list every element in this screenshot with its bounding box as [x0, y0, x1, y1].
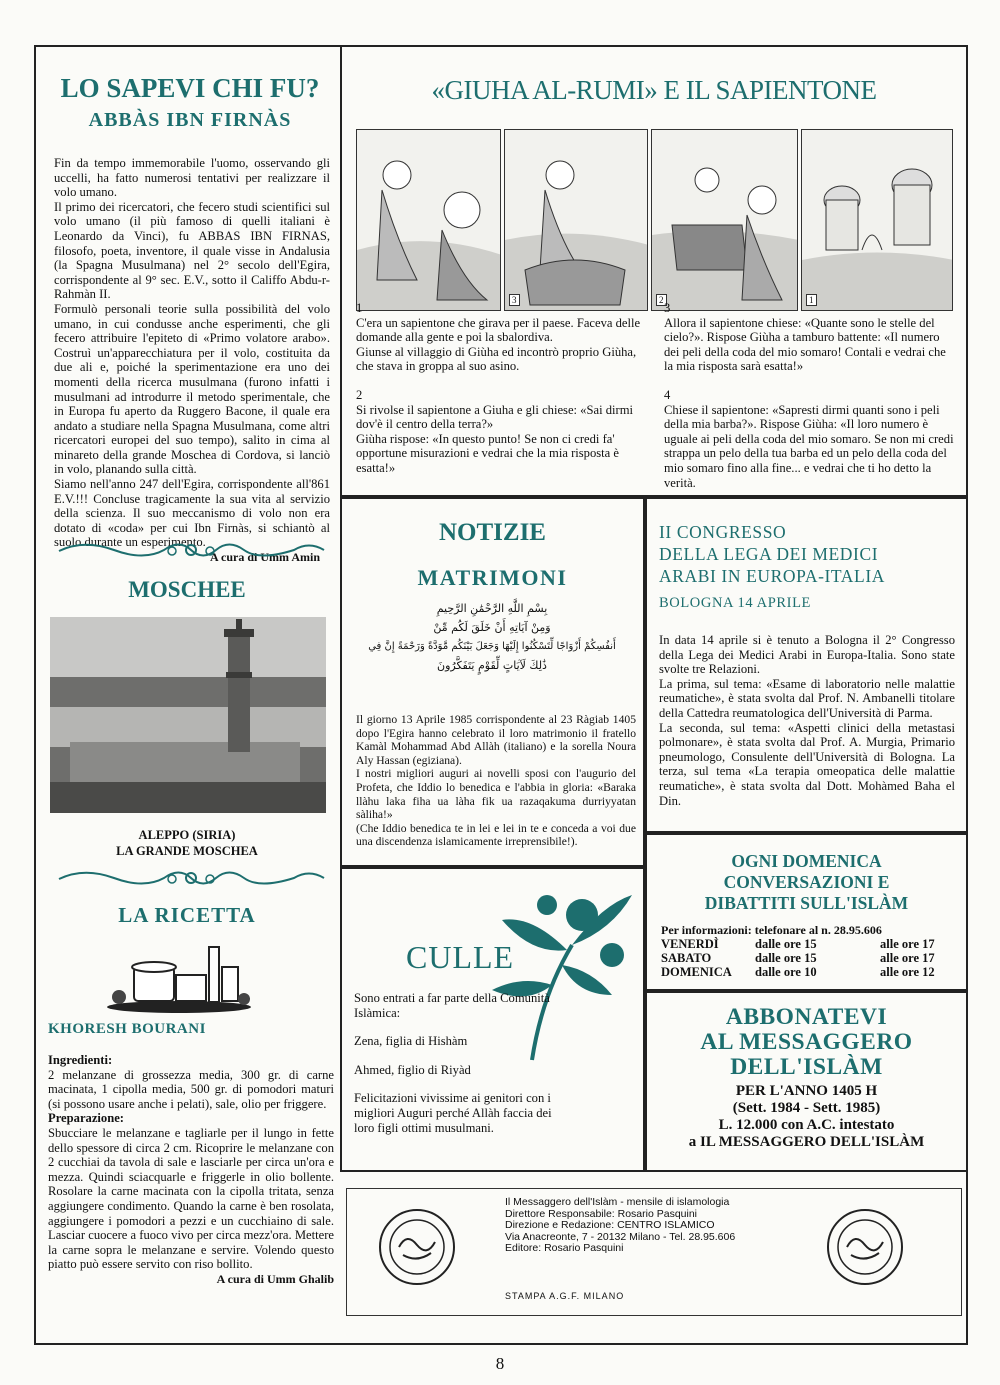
domenica-title — [647, 851, 966, 914]
ornament-divider — [54, 865, 329, 891]
arabic-line: ذَٰلِكَ لَآيَاتٍ لِّقَوْمٍ يَتَفَكَّرُونَ — [437, 659, 547, 672]
mosque-caption — [34, 827, 340, 859]
title-line: DIBATTITI SULL'ISLÀM — [704, 893, 909, 913]
panel-number: 2 — [656, 294, 667, 306]
colophon-line: Il Messaggero dell'Islàm - mensile di islamologia — [505, 1196, 730, 1208]
printer-line: STAMPA A.G.F. MILANO — [505, 1291, 625, 1301]
colophon-section — [346, 1188, 962, 1316]
culle-baby: Ahmed, figlio di Riyàd — [354, 1062, 471, 1077]
detail-line: PER L'ANNO 1405 H — [735, 1083, 878, 1099]
abbonatevi-section — [645, 991, 968, 1172]
title-line: II CONGRESSO — [659, 522, 787, 542]
schedule-table — [658, 937, 938, 979]
story-text: C'era un sapientone che girava per il paese. Faceva delle domande alla gente e poi la sbalordiva. — [356, 315, 641, 345]
paragraph: Il giorno 13 Aprile 1985 corrispondente al 23 Ràgiab 1405 dopo l'Egira hanno celebrato il loro matrimonio il fratello Kamàl Mohammad Abd Allàh (italiano) e la sorella Noura Aly Hassan (egiziana). — [356, 713, 636, 767]
panel-number: 1 — [806, 294, 817, 306]
culle-section — [340, 867, 645, 1172]
left-column — [34, 45, 340, 1297]
congresso-date: BOLOGNA 14 APRILE — [659, 595, 811, 611]
detail-line: (Sett. 1984 - Sett. 1985) — [732, 1100, 881, 1116]
story-num: 1 — [356, 301, 363, 315]
notizie-title: NOTIZIE — [439, 519, 546, 546]
title-line: ABBONATEVI — [725, 1004, 888, 1030]
islamic-center-seal — [377, 1207, 457, 1287]
title-line: DELL'ISLÀM — [730, 1054, 883, 1080]
paragraph: In data 14 aprile si è tenuto a Bologna il 2° Congresso della Lega dei Medici Arabi in Europa-Italia. Sono state svolte tre Relazioni. — [659, 633, 955, 677]
domenica-section — [645, 833, 968, 991]
ingredients-label: Ingredienti: — [48, 1053, 113, 1067]
quran-verse — [356, 599, 628, 675]
table-row: SABATO dalle ore 15 alle ore 17 — [661, 951, 935, 965]
paragraph: La prima, sul tema: «Esame di laboratorio nelle malattie reumatiche», è stata svolta dal Prof. N. Ambanelli titolare della Cattedra reumatologica dell'Università di Parma. — [659, 676, 955, 720]
notizie-section — [340, 497, 645, 867]
story-num: 4 — [664, 387, 671, 402]
colophon-text — [505, 1197, 735, 1255]
lo-sapevi-subtitle: ABBÀS IBN FIRNÀS — [88, 109, 292, 131]
title-line: AL MESSAGGERO — [700, 1029, 913, 1055]
prep-text: Sbucciare le melanzane e tagliarle per il lungo in fette dello spessore di circa 2 cm. Ricoprire le melanzane con 2 cucchiai da tavola di sale e lasciarle per circa un'ora e mezza. Quindi sciacquarle e friggerle in olio bollente. Rosolare la carne macinata con la cipolla tritata, senza aggiungere condimento. Quando la carne è ben rosolata, aggiungere i pomodori a pezzi e un cucchiaino di sale. Lasciar cuocere a fuoco vivo per circa mezz'ora. Mettere la carne sopra le melanzane e servire. Volendo questo piatto può essere servito con riso bollito. — [48, 1125, 334, 1272]
detail-line: L. 12.000 con A.C. intestato — [718, 1117, 895, 1133]
giuha-title: «GIUHA AL-RUMI» E IL SAPIENTONE — [431, 75, 877, 105]
story-num: 2 — [356, 387, 363, 402]
ricetta-title: LA RICETTA — [118, 903, 256, 927]
abbonatevi-title — [647, 1005, 966, 1080]
abbonatevi-details — [647, 1083, 966, 1151]
mosque-photo — [50, 617, 326, 813]
signature: A cura di Umm Amin — [209, 550, 320, 565]
table-row: DOMENICA dalle ore 10 alle ore 12 — [661, 965, 935, 979]
islamic-center-seal — [825, 1207, 905, 1287]
title-line: CONVERSAZIONI E — [723, 872, 890, 892]
arabic-line: أَنفُسِكُمْ أَزْوَاجًا لِّتَسْكُنُوا إِلَيْهَا وَجَعَلَ بَيْنَكُم مَّوَدَّةً وَرَحْمَةً إِنَّ فِي — [368, 641, 616, 652]
colophon-line: Via Anacreonte, 7 - 20132 Milano - Tel. 28.95.606 — [505, 1230, 736, 1243]
paragraph: (Che Iddio benedica te in lei e lei in te e conceda a voi due una discendenza islamicamente irreprensibile!). — [356, 821, 636, 849]
cooking-pots-illustration — [104, 937, 254, 1015]
story-left-column — [356, 301, 642, 476]
colophon-line: Editore: Rosario Pasquini — [505, 1242, 624, 1254]
comic-panel-2 — [651, 129, 798, 311]
moschee-title: MOSCHEE — [128, 577, 246, 602]
lo-sapevi-title: LO SAPEVI CHI FU? — [60, 73, 320, 103]
dish-name: KHORESH BOURANI — [48, 1021, 206, 1037]
comic-panel-1 — [801, 129, 953, 311]
detail-line: a IL MESSAGGERO DELL'ISLÀM — [688, 1134, 925, 1150]
culle-wish: Felicitazioni vivissime ai genitori con i migliori Auguri perché Allàh faccia dei loro figli ottimi musulmani. — [354, 1091, 552, 1135]
story-num: 3 — [664, 301, 671, 315]
colophon-line: Direttore Responsabile: Rosario Pasquini — [505, 1207, 698, 1220]
culle-intro: Sono entrati a far parte della Comunità Islàmica: — [354, 991, 550, 1020]
caption-mosque: LA GRANDE MOSCHEA — [116, 844, 258, 858]
story-text: Giunse al villaggio di Giùha ed incontrò proprio Giùha, che stava in groppa al suo asino. — [356, 344, 637, 374]
paragraph: Siamo nell'anno 247 dell'Egira, corrispondente all'861 E.V.!!! Concluse tragicamente la sua vita al servizio della scienza. Il suo meccanismo di volo non era dotato di «coda» per cui Ibn Firnàs, si schiantò al suolo durante un esperimento. — [54, 477, 330, 550]
ornament-divider — [54, 537, 329, 563]
recipe-body — [48, 1053, 334, 1287]
caption-city: ALEPPO (SIRIA) — [138, 828, 236, 842]
panel-number: 3 — [509, 294, 520, 306]
signature: A cura di Umm Ghalib — [216, 1271, 334, 1286]
prep-label: Preparazione: — [48, 1111, 125, 1126]
paragraph: I nostri migliori auguri ai novelli sposi con l'augurio del Profeta, che Iddio lo benedica e l'abbia in gloria: «Baraka llàhu laka fiha ua làha fik ua razaqakuma durriyyatan sàliha!» — [356, 767, 636, 822]
culle-body — [354, 991, 554, 1135]
ingredients-text: 2 melanzane di grossezza media, 300 gr. di carne macinata, 1 cipolla media, 500 gr. di pomodori maturi (si possono usare anche i pelati), sale, olio per friggere. — [48, 1067, 334, 1111]
domenica-info: Per informazioni: telefonare al n. 28.95.606 — [661, 923, 882, 937]
culle-baby: Zena, figlia di Hishàm — [354, 1034, 468, 1049]
culle-title: CULLE — [402, 939, 518, 976]
story-text: Giùha rispose: «In questo punto! Se non ci credi fa' opportune misurazioni e vedrai che la mia risposta è esatta!» — [356, 431, 619, 475]
lo-sapevi-section — [46, 73, 334, 565]
paragraph: Formulò personali teorie sulla possibilità del volo umano, in cui condusse anche esperimenti, che gli fecero attribuire l'epiteto di «Primo volatore arabo». Costruì un'apparecchiatura per il volo, costituita da due ali e, poiché la sperimentazione era uno dei momenti della ricerca musulmana (furono infatti i musulmani ad introdurre il metodo sperimentale, che in Europa fu aperto da Ruggero Bacone, il quale era andato a studiare nella Spagna Musulmana, come altri ricercatori europei del suo tempo), salito in cima al minareto della grande Moschea di Cordova, si lanciò in volo, planando sulla città. — [54, 301, 330, 477]
comic-panel-4 — [356, 129, 501, 311]
paragraph: Fin da tempo immemorabile l'uomo, osservando gli uccelli, ha fatto numerosi tentativi per realizzare il volo umano. — [54, 156, 330, 200]
title-line: ARABI IN EUROPA-ITALIA — [659, 566, 886, 586]
table-row: VENERDÌ dalle ore 15 alle ore 17 — [661, 937, 935, 951]
matrimoni-text — [356, 713, 636, 849]
arabic-line: بِسْمِ اللَّهِ الرَّحْمَٰنِ الرَّحِيمِ — [436, 602, 548, 615]
story-text: Allora il sapientone chiese: «Quante sono le stelle del cielo?». Rispose Giùha a tamburo battente: «Il numero dei peli della coda del mio somaro! Contali e vedrai che la mia risposta sarà esatta!» — [664, 315, 946, 374]
story-right-column — [664, 301, 954, 490]
page-number: 8 — [495, 1354, 505, 1373]
congresso-title — [659, 521, 885, 587]
comic-panel-3 — [504, 129, 648, 311]
story-text: Si rivolse il sapientone a Giuha e gli chiese: «Sai dirmi dov'è il centro della terra?» — [356, 402, 634, 432]
title-line: DELLA LEGA DEI MEDICI — [659, 544, 879, 564]
colophon-line: Direzione e Redazione: CENTRO ISLAMICO — [505, 1219, 715, 1231]
congresso-body — [659, 633, 955, 808]
matrimoni-title: MATRIMONI — [417, 565, 568, 590]
title-line: OGNI DOMENICA — [731, 851, 882, 871]
arabic-line: وَمِنْ آيَاتِهِ أَنْ خَلَقَ لَكُم مِّنْ — [433, 621, 551, 634]
giuha-section — [340, 45, 968, 497]
paragraph: La seconda, sul tema: «Aspetti clinici della metastasi polmonare», è stata svolta dal Prof. A. Murgia, Primario pneumologo, Consulente dell'Università di Bologna. La terza, sul tema «La terapia omeopatica delle malattie reumatiche», è stata svolta dal Dott. Mohàmed Baha el Din. — [659, 720, 955, 808]
congresso-section — [645, 497, 968, 833]
story-text: Chiese il sapientone: «Sapresti dirmi quanti sono i peli della mia barba?». Rispose Giùha: «Il loro numero è uguale ai peli della coda del mio somaro. Se non mi credi strappa un pelo della tua barba ed un pelo della coda del mio somaro fino alla fine... e vedrai che ti ho detto la verità. — [664, 402, 954, 490]
paragraph: Il primo dei ricercatori, che fecero studi scientifici sul volo umano (il più famoso di quelli italiani è Leonardo da Vinci), fu ABBAS IBN FIRNAS, filosofo, poeta, inventore, il quale visse in Andalusia (la Spagna Musulmana) nel 2° secolo dell'Egira, corrispondente al 9° sec. E.V., sotto il Califfo Abdu-r-Rahmàn II. — [54, 199, 330, 302]
